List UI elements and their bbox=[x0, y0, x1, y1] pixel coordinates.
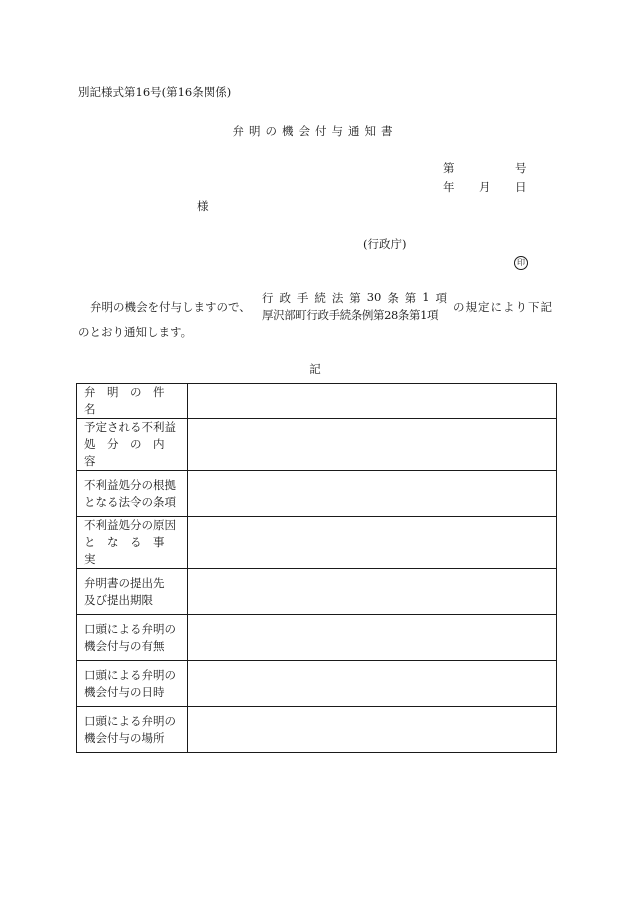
row-value-field[interactable] bbox=[188, 569, 557, 615]
seal-icon: 印 bbox=[514, 256, 528, 270]
row-label-line: 弁明書の提出先 bbox=[84, 575, 165, 590]
table-row bbox=[77, 569, 557, 615]
row-value-field[interactable] bbox=[188, 661, 557, 707]
row-label bbox=[77, 569, 188, 615]
document-title: 弁明の機会付与通知書 bbox=[232, 124, 398, 138]
row-label-line: 口頭による弁明の bbox=[84, 713, 176, 728]
row-value-field[interactable] bbox=[188, 517, 557, 569]
issuing-agency: (行政庁) bbox=[363, 237, 407, 251]
row-label-line: 不利益処分の原因 bbox=[84, 518, 176, 532]
row-label bbox=[77, 419, 188, 471]
law-reference-town-ordinance: 厚沢部町行政手続条例第28条第1項 bbox=[262, 308, 439, 322]
row-label-line: 処 分 の 内 容 bbox=[84, 437, 176, 468]
table-row bbox=[77, 471, 557, 517]
ki-heading: 記 bbox=[309, 362, 321, 376]
law-reference-procedure-act: 行 政 手 続 法 第 30 条 第 1 項 bbox=[262, 290, 447, 305]
row-label bbox=[77, 384, 188, 419]
table-row bbox=[77, 707, 557, 753]
row-value-field[interactable] bbox=[188, 707, 557, 753]
row-label bbox=[77, 707, 188, 753]
number-suffix: 号 bbox=[515, 161, 527, 175]
row-label-line: 機会付与の場所 bbox=[84, 730, 165, 745]
row-label-line: 口頭による弁明の bbox=[84, 621, 176, 636]
table-row bbox=[77, 517, 557, 569]
number-prefix: 第 bbox=[443, 161, 455, 175]
body-text-line2: のとおり通知します。 bbox=[78, 325, 193, 339]
addressee-honorific: 様 bbox=[197, 199, 209, 213]
row-label-line: 機会付与の日時 bbox=[84, 684, 165, 699]
form-number-label: 別記様式第16号(第16条関係) bbox=[78, 85, 232, 99]
row-label-line: 予定される不利益 bbox=[84, 420, 176, 434]
row-label-line: 口頭による弁明の bbox=[84, 667, 176, 682]
row-value-field[interactable] bbox=[188, 419, 557, 471]
row-value-field[interactable] bbox=[188, 615, 557, 661]
date-month: 月 bbox=[479, 180, 491, 194]
row-value-field[interactable] bbox=[188, 471, 557, 517]
table-row bbox=[77, 615, 557, 661]
row-label bbox=[77, 517, 188, 569]
date-day: 日 bbox=[515, 180, 527, 194]
row-label-line: 機会付与の有無 bbox=[84, 638, 165, 653]
row-label-line: 不利益処分の根拠 bbox=[84, 477, 176, 492]
body-text-start: 弁明の機会を付与しますので、 bbox=[90, 300, 251, 314]
table-row bbox=[77, 384, 557, 419]
row-label-line: 及び提出期限 bbox=[84, 592, 153, 607]
row-label-line: と な る 事 実 bbox=[84, 535, 176, 566]
row-label bbox=[77, 615, 188, 661]
row-label bbox=[77, 661, 188, 707]
table-row bbox=[77, 419, 557, 471]
row-label-line: となる法令の条項 bbox=[84, 494, 176, 509]
row-label-line: 弁 明 の 件 名 bbox=[84, 385, 176, 416]
details-table bbox=[76, 383, 557, 753]
body-text-end: の規定により下記 bbox=[453, 300, 553, 314]
date-year: 年 bbox=[443, 180, 455, 194]
row-label bbox=[77, 471, 188, 517]
table-row bbox=[77, 661, 557, 707]
row-value-field[interactable] bbox=[188, 384, 557, 419]
